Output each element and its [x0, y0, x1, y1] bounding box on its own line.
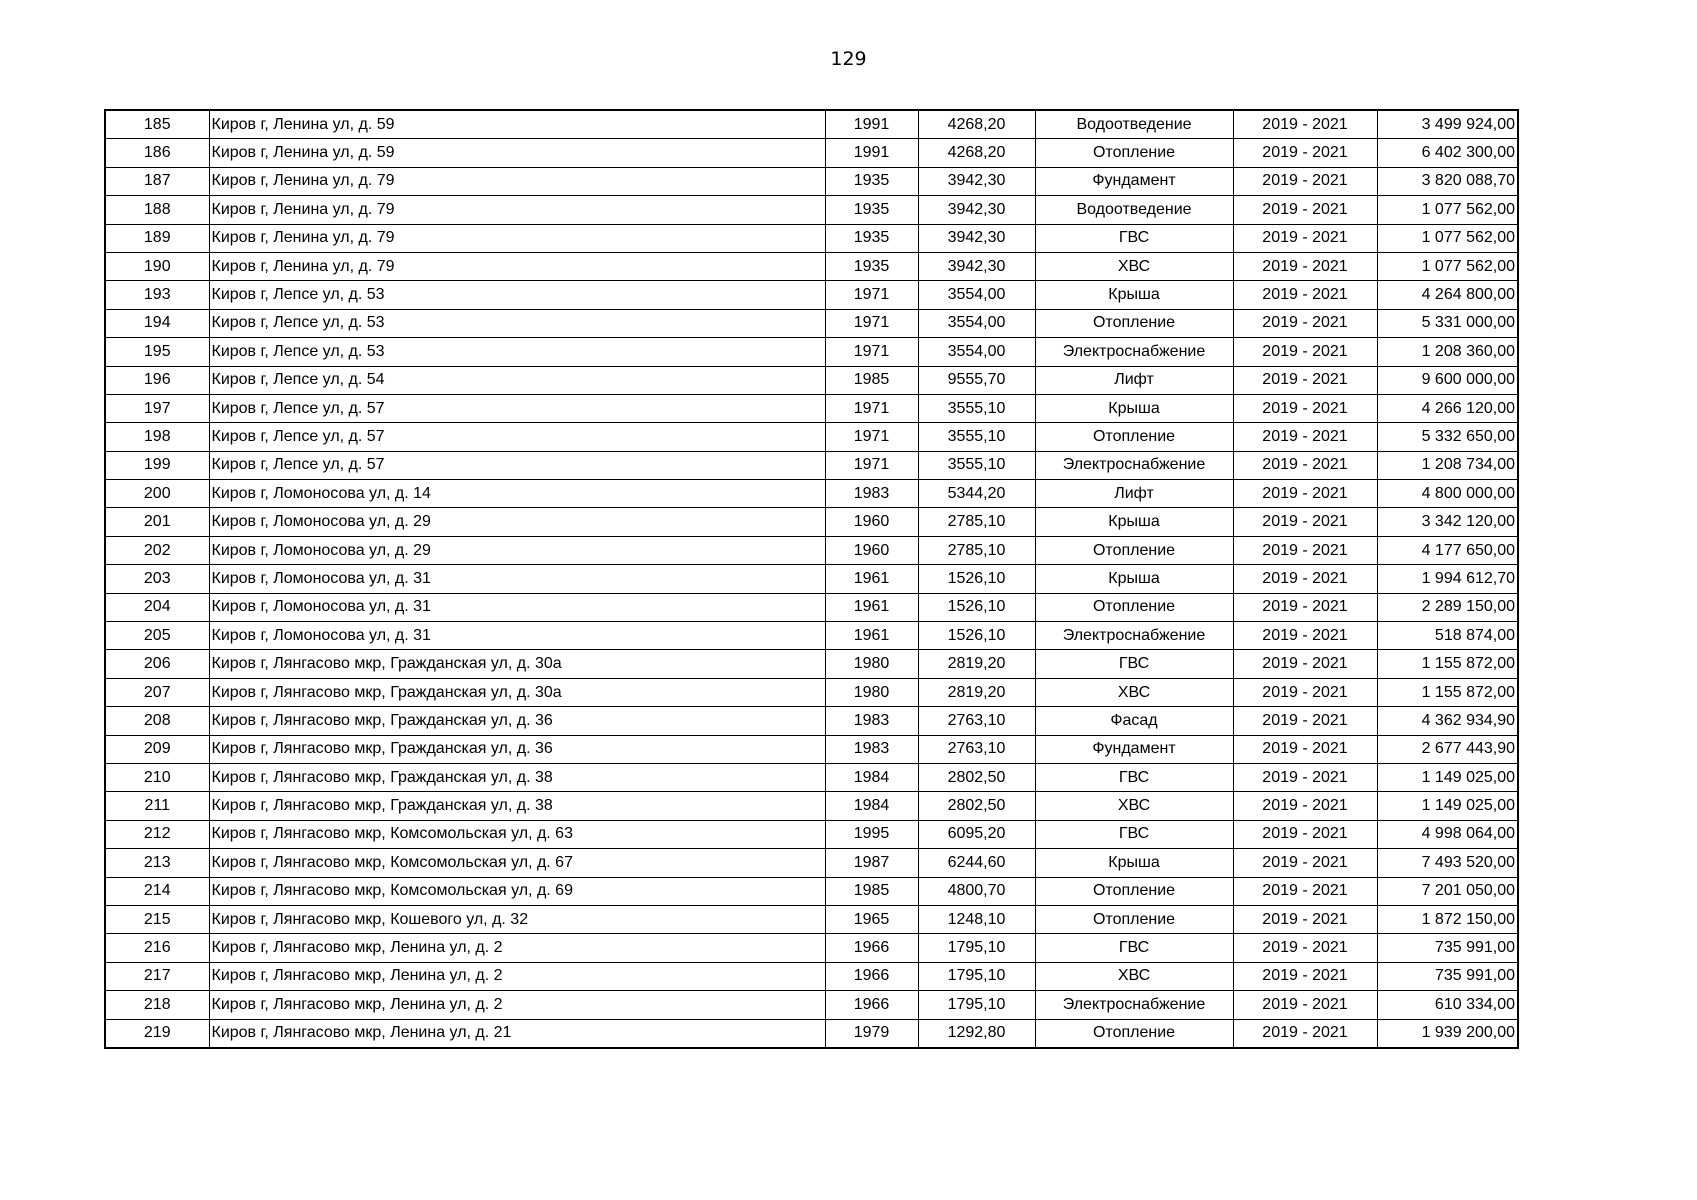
address-cell: Киров г, Ломоносова ул, д. 31: [209, 565, 825, 593]
build-year-cell: 1935: [825, 252, 918, 280]
table-row: [105, 1019, 1518, 1048]
area-cell: 5344,20: [918, 480, 1035, 508]
area-cell: 4268,20: [918, 139, 1035, 167]
area-cell: 1795,10: [918, 991, 1035, 1019]
row-number-cell: 202: [105, 536, 209, 564]
row-number-cell: 218: [105, 991, 209, 1019]
area-cell: 2802,50: [918, 792, 1035, 820]
period-cell: 2019 - 2021: [1233, 508, 1377, 536]
period-cell: 2019 - 2021: [1233, 650, 1377, 678]
address-cell: Киров г, Ленина ул, д. 59: [209, 110, 825, 139]
work-type-cell: Фундамент: [1035, 735, 1233, 763]
table-row: [105, 167, 1518, 195]
area-cell: 2785,10: [918, 508, 1035, 536]
work-type-cell: ГВС: [1035, 763, 1233, 791]
row-number-cell: 185: [105, 110, 209, 139]
work-type-cell: ХВС: [1035, 792, 1233, 820]
area-cell: 3554,00: [918, 309, 1035, 337]
area-cell: 3942,30: [918, 167, 1035, 195]
build-year-cell: 1965: [825, 905, 918, 933]
area-cell: 1292,80: [918, 1019, 1035, 1048]
build-year-cell: 1960: [825, 508, 918, 536]
period-cell: 2019 - 2021: [1233, 139, 1377, 167]
address-cell: Киров г, Ломоносова ул, д. 29: [209, 536, 825, 564]
work-type-cell: Отопление: [1035, 139, 1233, 167]
address-cell: Киров г, Лянгасово мкр, Гражданская ул, д. 30а: [209, 650, 825, 678]
period-cell: 2019 - 2021: [1233, 565, 1377, 593]
address-cell: Киров г, Лянгасово мкр, Кошевого ул, д. 32: [209, 905, 825, 933]
cost-cell: 1 077 562,00: [1377, 252, 1518, 280]
period-cell: 2019 - 2021: [1233, 1019, 1377, 1048]
work-type-cell: Отопление: [1035, 905, 1233, 933]
table-row: [105, 991, 1518, 1019]
address-cell: Киров г, Лепсе ул, д. 57: [209, 394, 825, 422]
address-cell: Киров г, Лянгасово мкр, Ленина ул, д. 2: [209, 962, 825, 990]
row-number-cell: 219: [105, 1019, 209, 1048]
work-type-cell: ГВС: [1035, 224, 1233, 252]
work-type-cell: ГВС: [1035, 934, 1233, 962]
address-cell: Киров г, Лянгасово мкр, Ленина ул, д. 2: [209, 991, 825, 1019]
table-row: [105, 480, 1518, 508]
row-number-cell: 207: [105, 678, 209, 706]
build-year-cell: 1966: [825, 991, 918, 1019]
cost-cell: 2 289 150,00: [1377, 593, 1518, 621]
cost-cell: 2 677 443,90: [1377, 735, 1518, 763]
table-row: [105, 622, 1518, 650]
row-number-cell: 198: [105, 423, 209, 451]
period-cell: 2019 - 2021: [1233, 366, 1377, 394]
build-year-cell: 1960: [825, 536, 918, 564]
work-type-cell: Отопление: [1035, 423, 1233, 451]
period-cell: 2019 - 2021: [1233, 338, 1377, 366]
cost-cell: 1 994 612,70: [1377, 565, 1518, 593]
area-cell: 3555,10: [918, 451, 1035, 479]
cost-cell: 6 402 300,00: [1377, 139, 1518, 167]
row-number-cell: 213: [105, 849, 209, 877]
work-type-cell: Водоотведение: [1035, 196, 1233, 224]
work-type-cell: Крыша: [1035, 508, 1233, 536]
area-cell: 4800,70: [918, 877, 1035, 905]
build-year-cell: 1984: [825, 763, 918, 791]
area-cell: 2819,20: [918, 650, 1035, 678]
work-type-cell: Крыша: [1035, 565, 1233, 593]
row-number-cell: 203: [105, 565, 209, 593]
period-cell: 2019 - 2021: [1233, 962, 1377, 990]
address-cell: Киров г, Лянгасово мкр, Гражданская ул, д. 38: [209, 792, 825, 820]
work-type-cell: Лифт: [1035, 366, 1233, 394]
cost-cell: 3 820 088,70: [1377, 167, 1518, 195]
table-row: [105, 394, 1518, 422]
build-year-cell: 1966: [825, 962, 918, 990]
period-cell: 2019 - 2021: [1233, 167, 1377, 195]
work-type-cell: Отопление: [1035, 536, 1233, 564]
cost-cell: 4 362 934,90: [1377, 707, 1518, 735]
work-type-cell: Фасад: [1035, 707, 1233, 735]
period-cell: 2019 - 2021: [1233, 678, 1377, 706]
work-type-cell: Отопление: [1035, 593, 1233, 621]
work-type-cell: Электроснабжение: [1035, 622, 1233, 650]
work-type-cell: Фундамент: [1035, 167, 1233, 195]
table-row: [105, 281, 1518, 309]
address-cell: Киров г, Лянгасово мкр, Комсомольская ул, д. 69: [209, 877, 825, 905]
table-row: [105, 508, 1518, 536]
work-type-cell: ХВС: [1035, 252, 1233, 280]
work-type-cell: Крыша: [1035, 281, 1233, 309]
area-cell: 2802,50: [918, 763, 1035, 791]
table-row: [105, 309, 1518, 337]
address-cell: Киров г, Ломоносова ул, д. 14: [209, 480, 825, 508]
row-number-cell: 189: [105, 224, 209, 252]
build-year-cell: 1961: [825, 593, 918, 621]
build-year-cell: 1971: [825, 423, 918, 451]
cost-cell: 1 208 360,00: [1377, 338, 1518, 366]
work-type-cell: Отопление: [1035, 1019, 1233, 1048]
address-cell: Киров г, Лянгасово мкр, Ленина ул, д. 21: [209, 1019, 825, 1048]
table-body: [105, 110, 1518, 1048]
period-cell: 2019 - 2021: [1233, 820, 1377, 848]
address-cell: Киров г, Ленина ул, д. 79: [209, 196, 825, 224]
area-cell: 1248,10: [918, 905, 1035, 933]
area-cell: 3554,00: [918, 338, 1035, 366]
area-cell: 3942,30: [918, 196, 1035, 224]
address-cell: Киров г, Лепсе ул, д. 53: [209, 281, 825, 309]
area-cell: 2763,10: [918, 707, 1035, 735]
table-row: [105, 792, 1518, 820]
address-cell: Киров г, Лянгасово мкр, Гражданская ул, д. 38: [209, 763, 825, 791]
cost-cell: 1 872 150,00: [1377, 905, 1518, 933]
build-year-cell: 1995: [825, 820, 918, 848]
address-cell: Киров г, Ломоносова ул, д. 29: [209, 508, 825, 536]
area-cell: 3554,00: [918, 281, 1035, 309]
table-row: [105, 338, 1518, 366]
row-number-cell: 205: [105, 622, 209, 650]
cost-cell: 1 077 562,00: [1377, 224, 1518, 252]
address-cell: Киров г, Лепсе ул, д. 54: [209, 366, 825, 394]
row-number-cell: 194: [105, 309, 209, 337]
cost-cell: 1 077 562,00: [1377, 196, 1518, 224]
repair-schedule-table: [104, 109, 1519, 1049]
period-cell: 2019 - 2021: [1233, 309, 1377, 337]
period-cell: 2019 - 2021: [1233, 707, 1377, 735]
build-year-cell: 1991: [825, 110, 918, 139]
period-cell: 2019 - 2021: [1233, 905, 1377, 933]
address-cell: Киров г, Ленина ул, д. 79: [209, 224, 825, 252]
build-year-cell: 1935: [825, 196, 918, 224]
period-cell: 2019 - 2021: [1233, 423, 1377, 451]
period-cell: 2019 - 2021: [1233, 934, 1377, 962]
build-year-cell: 1971: [825, 394, 918, 422]
work-type-cell: Лифт: [1035, 480, 1233, 508]
period-cell: 2019 - 2021: [1233, 196, 1377, 224]
table-row: [105, 139, 1518, 167]
address-cell: Киров г, Лепсе ул, д. 57: [209, 451, 825, 479]
cost-cell: 9 600 000,00: [1377, 366, 1518, 394]
address-cell: Киров г, Лепсе ул, д. 57: [209, 423, 825, 451]
row-number-cell: 206: [105, 650, 209, 678]
cost-cell: 1 149 025,00: [1377, 792, 1518, 820]
address-cell: Киров г, Ломоносова ул, д. 31: [209, 593, 825, 621]
period-cell: 2019 - 2021: [1233, 451, 1377, 479]
address-cell: Киров г, Лянгасово мкр, Ленина ул, д. 2: [209, 934, 825, 962]
cost-cell: 1 939 200,00: [1377, 1019, 1518, 1048]
area-cell: 3555,10: [918, 394, 1035, 422]
table-row: [105, 735, 1518, 763]
build-year-cell: 1983: [825, 480, 918, 508]
cost-cell: 5 332 650,00: [1377, 423, 1518, 451]
address-cell: Киров г, Лянгасово мкр, Комсомольская ул, д. 67: [209, 849, 825, 877]
table-row: [105, 423, 1518, 451]
row-number-cell: 208: [105, 707, 209, 735]
area-cell: 6244,60: [918, 849, 1035, 877]
area-cell: 3942,30: [918, 252, 1035, 280]
work-type-cell: Электроснабжение: [1035, 338, 1233, 366]
build-year-cell: 1985: [825, 877, 918, 905]
area-cell: 1526,10: [918, 565, 1035, 593]
row-number-cell: 212: [105, 820, 209, 848]
table-row: [105, 707, 1518, 735]
work-type-cell: Отопление: [1035, 309, 1233, 337]
table-row: [105, 451, 1518, 479]
row-number-cell: 217: [105, 962, 209, 990]
period-cell: 2019 - 2021: [1233, 735, 1377, 763]
build-year-cell: 1980: [825, 650, 918, 678]
address-cell: Киров г, Лянгасово мкр, Гражданская ул, д. 36: [209, 707, 825, 735]
table-row: [105, 820, 1518, 848]
period-cell: 2019 - 2021: [1233, 224, 1377, 252]
build-year-cell: 1961: [825, 622, 918, 650]
area-cell: 2785,10: [918, 536, 1035, 564]
row-number-cell: 211: [105, 792, 209, 820]
table-row: [105, 763, 1518, 791]
area-cell: 1526,10: [918, 593, 1035, 621]
table-row: [105, 877, 1518, 905]
build-year-cell: 1980: [825, 678, 918, 706]
cost-cell: 735 991,00: [1377, 962, 1518, 990]
area-cell: 2819,20: [918, 678, 1035, 706]
period-cell: 2019 - 2021: [1233, 252, 1377, 280]
row-number-cell: 188: [105, 196, 209, 224]
row-number-cell: 216: [105, 934, 209, 962]
build-year-cell: 1985: [825, 366, 918, 394]
cost-cell: 610 334,00: [1377, 991, 1518, 1019]
address-cell: Киров г, Ленина ул, д. 79: [209, 252, 825, 280]
table-row: [105, 565, 1518, 593]
table-row: [105, 224, 1518, 252]
period-cell: 2019 - 2021: [1233, 792, 1377, 820]
build-year-cell: 1966: [825, 934, 918, 962]
period-cell: 2019 - 2021: [1233, 593, 1377, 621]
period-cell: 2019 - 2021: [1233, 991, 1377, 1019]
table-row: [105, 650, 1518, 678]
address-cell: Киров г, Лянгасово мкр, Гражданская ул, д. 36: [209, 735, 825, 763]
row-number-cell: 186: [105, 139, 209, 167]
period-cell: 2019 - 2021: [1233, 849, 1377, 877]
area-cell: 3555,10: [918, 423, 1035, 451]
row-number-cell: 209: [105, 735, 209, 763]
period-cell: 2019 - 2021: [1233, 763, 1377, 791]
cost-cell: 518 874,00: [1377, 622, 1518, 650]
work-type-cell: ГВС: [1035, 650, 1233, 678]
address-cell: Киров г, Ленина ул, д. 59: [209, 139, 825, 167]
row-number-cell: 195: [105, 338, 209, 366]
address-cell: Киров г, Ломоносова ул, д. 31: [209, 622, 825, 650]
cost-cell: 1 155 872,00: [1377, 678, 1518, 706]
work-type-cell: ХВС: [1035, 678, 1233, 706]
table-row: [105, 849, 1518, 877]
area-cell: 1526,10: [918, 622, 1035, 650]
work-type-cell: Крыша: [1035, 849, 1233, 877]
build-year-cell: 1971: [825, 309, 918, 337]
cost-cell: 7 493 520,00: [1377, 849, 1518, 877]
cost-cell: 1 149 025,00: [1377, 763, 1518, 791]
build-year-cell: 1935: [825, 167, 918, 195]
cost-cell: 735 991,00: [1377, 934, 1518, 962]
cost-cell: 4 264 800,00: [1377, 281, 1518, 309]
page-number: 129: [830, 48, 867, 70]
build-year-cell: 1971: [825, 281, 918, 309]
address-cell: Киров г, Лепсе ул, д. 53: [209, 338, 825, 366]
period-cell: 2019 - 2021: [1233, 622, 1377, 650]
table-row: [105, 196, 1518, 224]
cost-cell: 1 155 872,00: [1377, 650, 1518, 678]
build-year-cell: 1983: [825, 735, 918, 763]
row-number-cell: 210: [105, 763, 209, 791]
build-year-cell: 1979: [825, 1019, 918, 1048]
table-row: [105, 366, 1518, 394]
build-year-cell: 1991: [825, 139, 918, 167]
build-year-cell: 1987: [825, 849, 918, 877]
build-year-cell: 1971: [825, 338, 918, 366]
address-cell: Киров г, Ленина ул, д. 79: [209, 167, 825, 195]
build-year-cell: 1935: [825, 224, 918, 252]
area-cell: 1795,10: [918, 934, 1035, 962]
address-cell: Киров г, Лянгасово мкр, Комсомольская ул, д. 63: [209, 820, 825, 848]
row-number-cell: 214: [105, 877, 209, 905]
area-cell: 6095,20: [918, 820, 1035, 848]
period-cell: 2019 - 2021: [1233, 394, 1377, 422]
row-number-cell: 193: [105, 281, 209, 309]
cost-cell: 7 201 050,00: [1377, 877, 1518, 905]
table-row: [105, 593, 1518, 621]
build-year-cell: 1984: [825, 792, 918, 820]
area-cell: 4268,20: [918, 110, 1035, 139]
cost-cell: 1 208 734,00: [1377, 451, 1518, 479]
cost-cell: 3 499 924,00: [1377, 110, 1518, 139]
cost-cell: 5 331 000,00: [1377, 309, 1518, 337]
row-number-cell: 204: [105, 593, 209, 621]
address-cell: Киров г, Лепсе ул, д. 53: [209, 309, 825, 337]
work-type-cell: Электроснабжение: [1035, 451, 1233, 479]
period-cell: 2019 - 2021: [1233, 281, 1377, 309]
work-type-cell: Водоотведение: [1035, 110, 1233, 139]
area-cell: 3942,30: [918, 224, 1035, 252]
period-cell: 2019 - 2021: [1233, 480, 1377, 508]
work-type-cell: ХВС: [1035, 962, 1233, 990]
area-cell: 9555,70: [918, 366, 1035, 394]
address-cell: Киров г, Лянгасово мкр, Гражданская ул, д. 30а: [209, 678, 825, 706]
work-type-cell: Крыша: [1035, 394, 1233, 422]
row-number-cell: 201: [105, 508, 209, 536]
table-row: [105, 962, 1518, 990]
row-number-cell: 199: [105, 451, 209, 479]
row-number-cell: 215: [105, 905, 209, 933]
row-number-cell: 197: [105, 394, 209, 422]
cost-cell: 4 998 064,00: [1377, 820, 1518, 848]
period-cell: 2019 - 2021: [1233, 877, 1377, 905]
table-row: [105, 678, 1518, 706]
area-cell: 2763,10: [918, 735, 1035, 763]
work-type-cell: Электроснабжение: [1035, 991, 1233, 1019]
row-number-cell: 187: [105, 167, 209, 195]
table-row: [105, 252, 1518, 280]
row-number-cell: 196: [105, 366, 209, 394]
row-number-cell: 200: [105, 480, 209, 508]
row-number-cell: 190: [105, 252, 209, 280]
table-row: [105, 934, 1518, 962]
build-year-cell: 1961: [825, 565, 918, 593]
period-cell: 2019 - 2021: [1233, 110, 1377, 139]
build-year-cell: 1971: [825, 451, 918, 479]
table-row: [105, 110, 1518, 139]
cost-cell: 4 800 000,00: [1377, 480, 1518, 508]
cost-cell: 4 266 120,00: [1377, 394, 1518, 422]
build-year-cell: 1983: [825, 707, 918, 735]
work-type-cell: Отопление: [1035, 877, 1233, 905]
area-cell: 1795,10: [918, 962, 1035, 990]
cost-cell: 4 177 650,00: [1377, 536, 1518, 564]
period-cell: 2019 - 2021: [1233, 536, 1377, 564]
cost-cell: 3 342 120,00: [1377, 508, 1518, 536]
table-row: [105, 905, 1518, 933]
work-type-cell: ГВС: [1035, 820, 1233, 848]
table-row: [105, 536, 1518, 564]
